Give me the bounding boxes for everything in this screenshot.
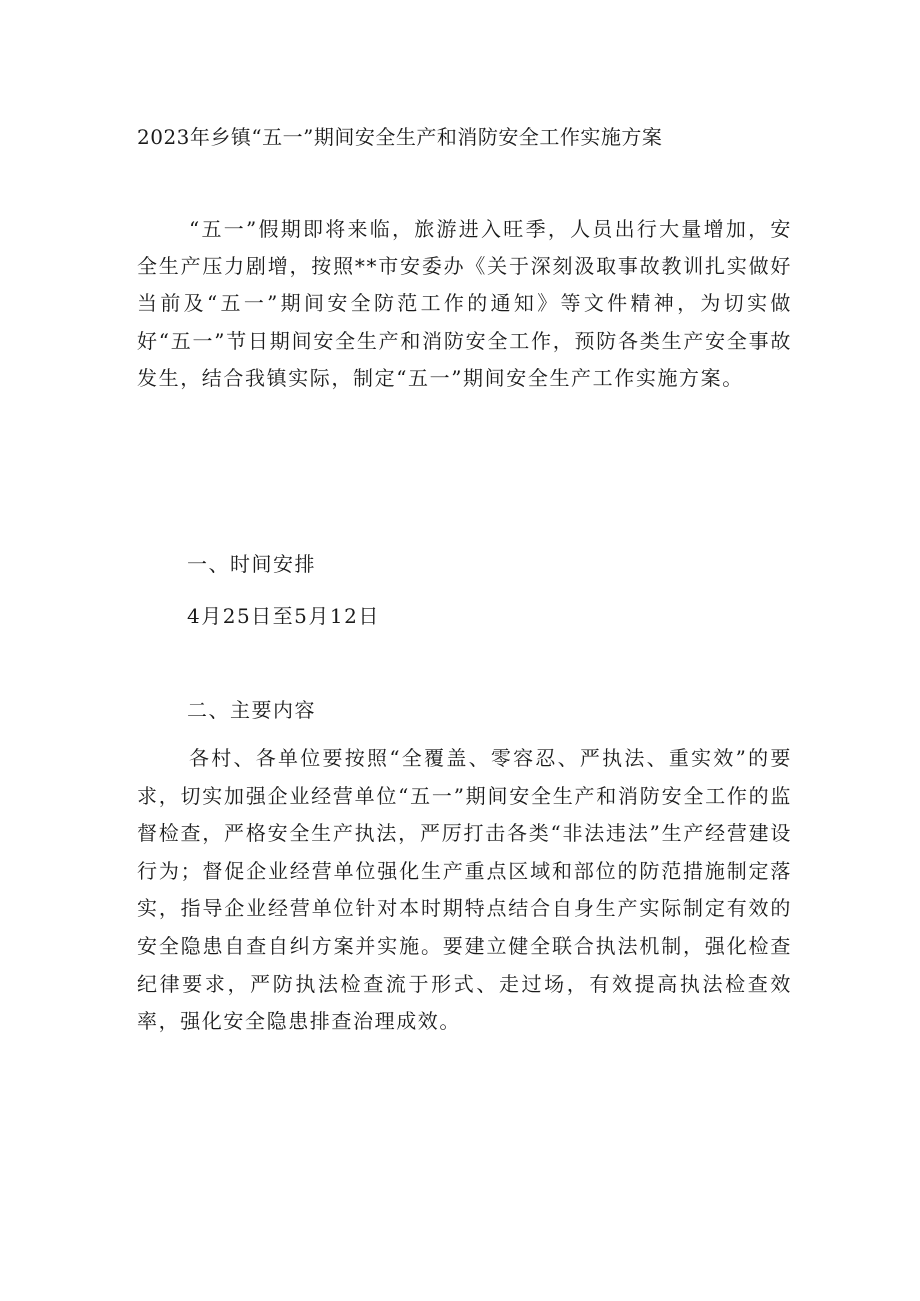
- section-heading-schedule: 一、时间安排: [187, 552, 316, 576]
- intro-paragraph: “五一”假期即将来临，旅游进入旺季，人员出行大量增加，安全生产压力剧增，按照**市安委办《关于深刻汲取事故教训扎实做好当前及“五一”期间安全防范工作的通知》等文件精神，为切实做好“五一”节日期间安全生产和消防安全工作，预防各类生产安全事故发生，结合我镇实际，制定“五一”期间安全生产工作实施方案。: [137, 217, 792, 390]
- content-paragraph: 各村、各单位要按照“全覆盖、零容忍、严执法、重实效”的要求，切实加强企业经营单位“五一”期间安全生产和消防安全工作的监督检查，严格安全生产执法，严厉打击各类“非法违法”生产经营建设行为；督促企业经营单位强化生产重点区域和部位的防范措施制定落实，指导企业经营单位针对本时期特点结合自身生产实际制定有效的安全隐患自查自纠方案并实施。要建立健全联合执法机制，强化检查纪律要求，严防执法检查流于形式、走过场，有效提高执法检查效率，强化安全隐患排查治理成效。: [137, 746, 792, 1034]
- section-heading-content: 二、主要内容: [187, 698, 316, 722]
- document-title: 2023年乡镇“五一”期间安全生产和消防安全工作实施方案: [137, 125, 663, 149]
- schedule-date-range: 4月25日至5月12日: [187, 604, 380, 628]
